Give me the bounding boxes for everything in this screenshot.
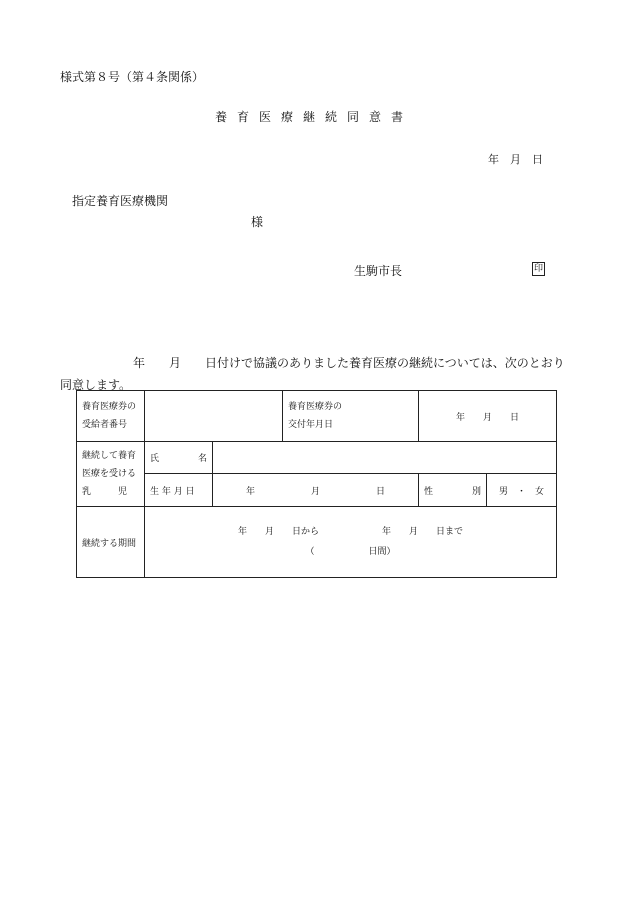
table-row-recipient: [77, 391, 557, 442]
period-field[interactable]: [145, 507, 557, 578]
issue-date-field[interactable]: 年 月 日: [419, 391, 557, 442]
period-range: 年 月 日から 年 月 日まで: [238, 527, 464, 537]
issue-date-label: 養育医療券の 交付年月日: [283, 391, 419, 442]
sex-label: 性 別: [419, 474, 487, 507]
document-title: 養育医療継続同意書: [215, 110, 414, 124]
birth-date-field[interactable]: 年 月 日: [213, 474, 419, 507]
form-number: 様式第８号（第４条関係）: [60, 70, 205, 84]
period-label: 継続する期間: [77, 507, 145, 578]
document-date: 年 月 日: [488, 153, 543, 166]
recipient-number-label: 養育医療券の 受給者番号: [77, 391, 145, 442]
table-row-period: [77, 507, 557, 578]
table-row-child-birth: [77, 474, 557, 507]
mayor-title: 生駒市長: [354, 264, 403, 278]
honorific: 様: [251, 215, 264, 229]
institution-label: 指定養育医療機関: [72, 194, 169, 208]
consent-body-text: 年 月 日付けで協議のありました養育医療の継続については、次のとおり同意します。: [60, 356, 565, 392]
name-field[interactable]: [213, 442, 557, 474]
consent-form-table: [76, 390, 557, 578]
sex-field[interactable]: 男 ・ 女: [487, 474, 557, 507]
birth-date-label: 生 年 月 日: [145, 474, 213, 507]
child-label: 継続して養育 医療を受ける 乳 児: [77, 442, 145, 507]
name-label: 氏 名: [145, 442, 213, 474]
seal-mark: 印: [533, 264, 543, 274]
recipient-number-field[interactable]: [145, 391, 283, 442]
period-days: （ 日間）: [305, 547, 396, 557]
table-row-child-name: [77, 442, 557, 474]
